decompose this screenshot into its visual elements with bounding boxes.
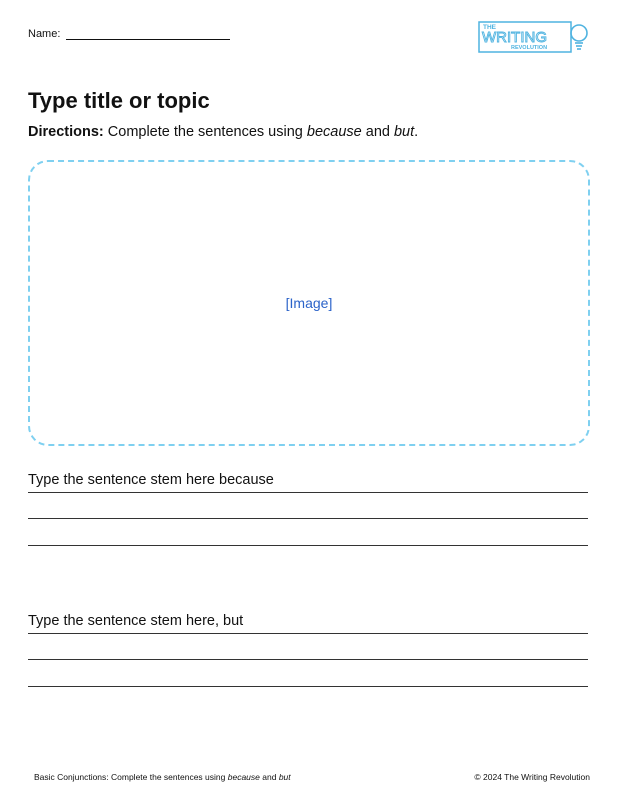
footer-left <box>34 772 291 782</box>
sentence-stem-but[interactable]: Type the sentence stem here, but <box>28 613 244 629</box>
footer-text: Basic Conjunctions: Complete the sentences using <box>34 772 226 782</box>
answer-line <box>28 545 588 546</box>
directions-period: . <box>414 124 419 140</box>
name-field <box>28 28 230 40</box>
answer-line <box>28 633 588 634</box>
directions-text: Complete the sentences using <box>107 124 303 140</box>
answer-line <box>28 518 588 519</box>
page-title[interactable]: Type title or topic <box>28 88 210 113</box>
logo-text-revolution: REVOLUTION <box>511 45 548 51</box>
sentence-stem-because[interactable]: Type the sentence stem here because <box>28 472 274 488</box>
footer-word-because: because <box>227 772 260 782</box>
name-label: Name: <box>28 28 61 40</box>
answer-line <box>28 492 588 493</box>
directions <box>28 124 418 140</box>
name-line[interactable] <box>66 29 230 40</box>
directions-label: Directions: <box>28 124 104 140</box>
writing-revolution-logo <box>478 18 592 56</box>
footer-word-but: but <box>278 772 291 782</box>
image-placeholder-text: [Image] <box>285 295 333 311</box>
directions-word-because: because <box>306 124 362 140</box>
logo-text-the: THE <box>483 24 496 31</box>
footer-copyright: © 2024 The Writing Revolution <box>474 772 590 782</box>
footer-text-and: and <box>262 772 277 782</box>
answer-line <box>28 659 588 660</box>
logo-text-writing: WRITING <box>482 29 547 46</box>
answer-line <box>28 686 588 687</box>
image-placeholder-box[interactable] <box>28 160 590 446</box>
lightbulb-icon <box>571 25 587 49</box>
directions-text-and: and <box>365 124 390 140</box>
directions-word-but: but <box>393 124 415 140</box>
